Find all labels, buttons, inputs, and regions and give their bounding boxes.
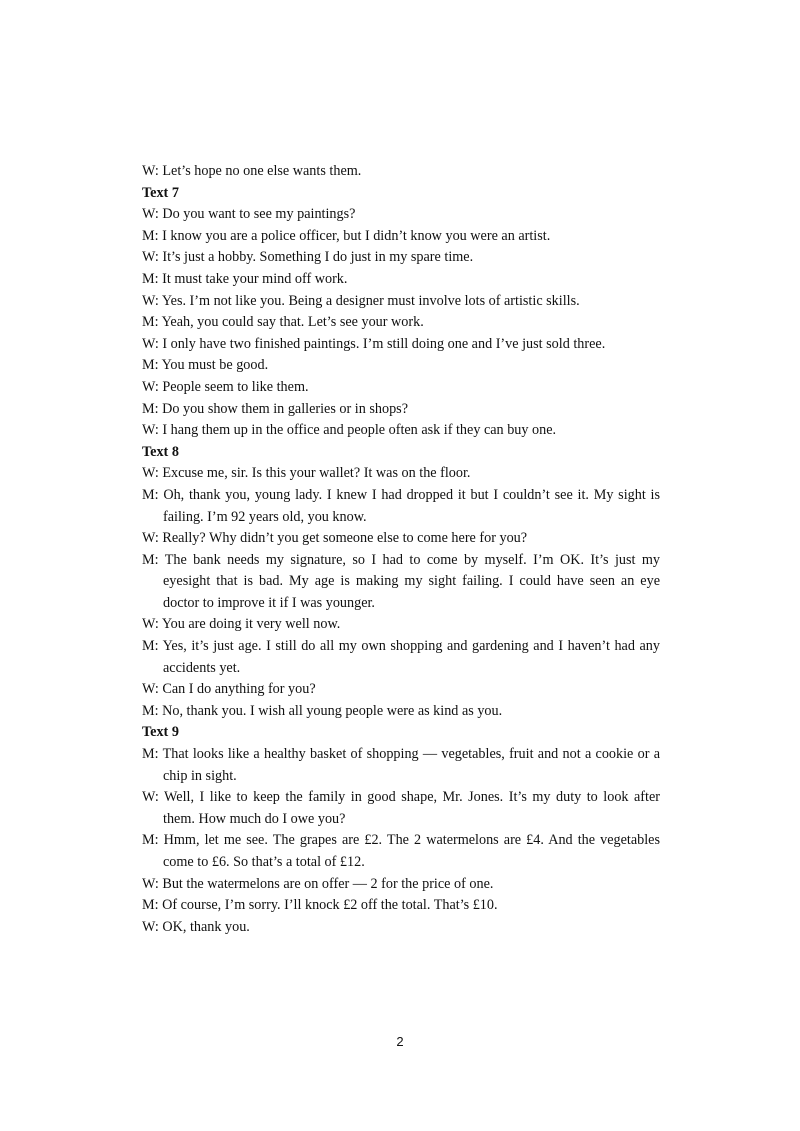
dialogue-line: W: People seem to like them. [142,378,309,395]
dialogue-line: W: Can I do anything for you? [142,681,316,698]
section-heading-text-7: Text 7 [142,184,179,201]
dialogue-line: M: Oh, thank you, young lady. I knew I had dropped it but I couldn’t see it. My sight is failing. I’m 92 years old, you know. [142,486,660,525]
dialogue-line: W: Let’s hope no one else wants them. [142,163,362,179]
dialogue-line: M: Hmm, let me see. The grapes are £2. The 2 watermelons are £4. And the vegetables come to £6. So that’s a total of £12. [142,832,660,870]
dialogue-line: W: Really? Why didn’t you get someone else to come here for you? [142,530,528,547]
dialogue-line: W: It’s just a hobby. Something I do just in my spare time. [142,249,474,266]
dialogue-line: W: Well, I like to keep the family in good shape, Mr. Jones. It’s my duty to look after them. How much do I owe you? [142,789,660,827]
dialogue-line: M: It must take your mind off work. [142,270,348,287]
dialogue-line: M: Yeah, you could say that. Let’s see your work. [142,314,424,331]
dialogue-line: W: I only have two finished paintings. I’m still doing one and I’ve just sold three. [142,335,606,352]
dialogue-line: M: I know you are a police officer, but I didn’t know you were an artist. [142,227,551,244]
dialogue-line: M: No, thank you. I wish all young people were as kind as you. [142,702,503,719]
dialogue-line: M: The bank needs my signature, so I had to come by myself. I’m OK. It’s just my eyesight that is bad. My age is making my sight failing. I could have seen an eye doctor to improve it if I was younger. [142,551,660,611]
section-heading-text-9: Text 9 [142,724,179,741]
dialogue-line: W: I hang them up in the office and people often ask if they can buy one. [142,422,557,439]
dialogue-line: W: Do you want to see my paintings? [142,206,356,223]
dialogue-line: W: You are doing it very well now. [142,616,341,633]
dialogue-line: W: Excuse me, sir. Is this your wallet? It was on the floor. [142,465,471,482]
page-number: 2 [396,1034,404,1049]
dialogue-line: W: Yes. I’m not like you. Being a designer must involve lots of artistic skills. [142,292,580,309]
dialogue-line: M: You must be good. [142,357,269,374]
dialogue-line: M: Yes, it’s just age. I still do all my own shopping and gardening and I haven’t had any accidents yet. [142,638,660,676]
section-heading-text-8: Text 8 [142,443,179,460]
dialogue-line: W: OK, thank you. [142,918,250,935]
dialogue-line: M: Do you show them in galleries or in shops? [142,400,408,417]
dialogue-line: W: But the watermelons are on offer — 2 for the price of one. [142,875,494,892]
transcript-body [142,161,660,938]
dialogue-line: M: That looks like a healthy basket of shopping — vegetables, fruit and not a cookie or a chip in sight. [142,746,660,784]
dialogue-line: M: Of course, I’m sorry. I’ll knock £2 off the total. That’s £10. [142,897,498,914]
